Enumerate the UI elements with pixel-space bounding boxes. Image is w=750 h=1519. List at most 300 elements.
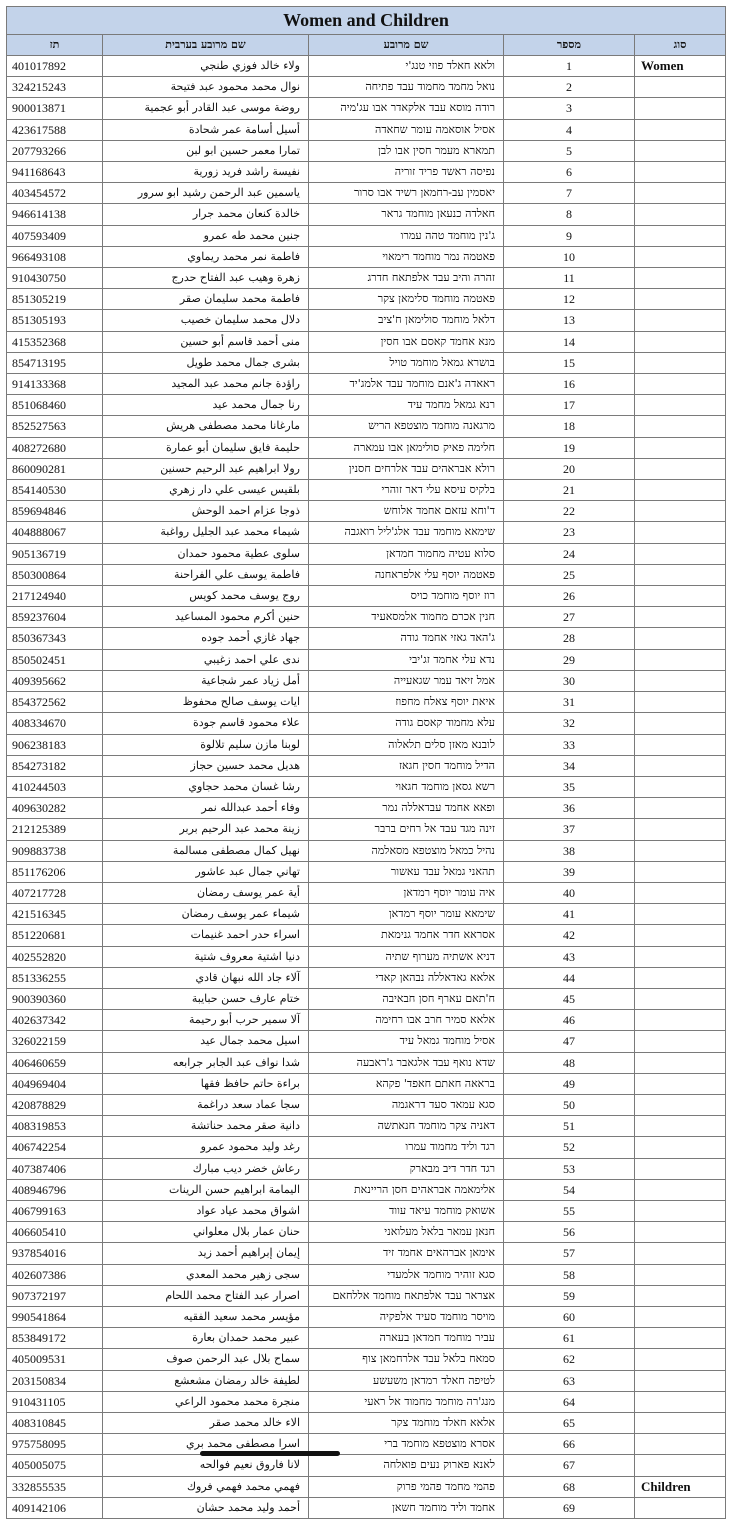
table-row bbox=[7, 1094, 726, 1115]
type-cell bbox=[635, 1158, 726, 1179]
type-cell bbox=[635, 988, 726, 1009]
hebrew-name-cell: רוז יוסף מוחמד כויס bbox=[309, 586, 504, 607]
arabic-name-cell: علاء محمود قاسم جودة bbox=[103, 713, 309, 734]
table-row bbox=[7, 395, 726, 416]
arabic-name-cell: مارغانا محمد مصطفى هريش bbox=[103, 416, 309, 437]
number-cell: 18 bbox=[504, 416, 635, 437]
type-cell bbox=[635, 861, 726, 882]
type-cell bbox=[635, 649, 726, 670]
number-cell: 55 bbox=[504, 1200, 635, 1221]
number-cell: 24 bbox=[504, 543, 635, 564]
id-cell: 850367343 bbox=[7, 628, 103, 649]
type-cell bbox=[635, 1391, 726, 1412]
header-row bbox=[7, 35, 726, 56]
id-cell: 854713195 bbox=[7, 352, 103, 373]
hebrew-name-cell: הדיל מוחמד חסין חגאז bbox=[309, 755, 504, 776]
number-cell: 39 bbox=[504, 861, 635, 882]
hebrew-name-cell: ופאא אחמד עבדאללה נמר bbox=[309, 798, 504, 819]
number-cell: 66 bbox=[504, 1434, 635, 1455]
id-cell: 402637342 bbox=[7, 1010, 103, 1031]
hebrew-name-cell: נפיסה ראשד פריד זוריה bbox=[309, 162, 504, 183]
number-cell: 43 bbox=[504, 946, 635, 967]
names-table bbox=[6, 6, 726, 1519]
number-cell: 20 bbox=[504, 458, 635, 479]
id-cell: 406460659 bbox=[7, 1052, 103, 1073]
id-cell: 851336255 bbox=[7, 967, 103, 988]
arabic-name-cell: تهاني جمال عبد عاشور bbox=[103, 861, 309, 882]
id-cell: 404888067 bbox=[7, 522, 103, 543]
number-cell: 31 bbox=[504, 692, 635, 713]
arabic-name-cell: شدا نواف عبد الجابر جرابعه bbox=[103, 1052, 309, 1073]
id-cell: 859237604 bbox=[7, 607, 103, 628]
arabic-name-cell: روضة موسى عبد القادر أبو عجمية bbox=[103, 98, 309, 119]
hebrew-name-cell: רולא אבראהים עבד אלרחים חסנין bbox=[309, 458, 504, 479]
table-row bbox=[7, 1264, 726, 1285]
type-cell bbox=[635, 586, 726, 607]
arabic-name-cell: نهيل كمال مصطفى مسالمة bbox=[103, 840, 309, 861]
id-cell: 324215243 bbox=[7, 77, 103, 98]
table-row bbox=[7, 1328, 726, 1349]
id-cell: 854140530 bbox=[7, 480, 103, 501]
arabic-name-cell: آلاء جاد الله نبهان قادي bbox=[103, 967, 309, 988]
arabic-name-cell: فاطمة يوسف علي الفراحنة bbox=[103, 564, 309, 585]
table-row bbox=[7, 77, 726, 98]
type-cell: Women bbox=[635, 56, 726, 77]
arabic-name-cell: دلال محمد سليمان خصيب bbox=[103, 310, 309, 331]
hebrew-name-cell: לאנא פארוק נעים פואלחה bbox=[309, 1455, 504, 1476]
arabic-name-cell: سماح بلال عبد الرحمن صوف bbox=[103, 1349, 309, 1370]
table-row bbox=[7, 458, 726, 479]
hebrew-name-cell: שימאא מוחמד עבד אלג'ליל רואגבה bbox=[309, 522, 504, 543]
arabic-name-cell: أية عمر يوسف رمضان bbox=[103, 882, 309, 903]
number-cell: 58 bbox=[504, 1264, 635, 1285]
hebrew-name-cell: לטיפה חאלד רמדאן משעשע bbox=[309, 1370, 504, 1391]
arabic-name-cell: رغد وليد محمود عمرو bbox=[103, 1137, 309, 1158]
arabic-name-cell: شيماء محمد عبد الجليل رواغبة bbox=[103, 522, 309, 543]
hebrew-name-cell: מויסר מוחמד סעיד אלפקיה bbox=[309, 1306, 504, 1327]
header-name-hebrew: שם מרובע bbox=[309, 35, 504, 56]
number-cell: 9 bbox=[504, 225, 635, 246]
id-cell: 851176206 bbox=[7, 861, 103, 882]
hebrew-name-cell: אצראר עבד אלפתאח מוחמד אללחאם bbox=[309, 1285, 504, 1306]
type-cell bbox=[635, 331, 726, 352]
id-cell: 410244503 bbox=[7, 776, 103, 797]
hebrew-name-cell: ד'וחא עזאם אחמד אלוחש bbox=[309, 501, 504, 522]
arabic-name-cell: حنين أكرم محمود المساعيد bbox=[103, 607, 309, 628]
arabic-name-cell: راؤدة جانم محمد عبد المجيد bbox=[103, 374, 309, 395]
type-cell bbox=[635, 204, 726, 225]
arabic-name-cell: فهمي محمد فهمي فروك bbox=[103, 1476, 309, 1497]
number-cell: 38 bbox=[504, 840, 635, 861]
type-cell bbox=[635, 1200, 726, 1221]
arabic-name-cell: منى أحمد قاسم أبو حسين bbox=[103, 331, 309, 352]
id-cell: 404969404 bbox=[7, 1073, 103, 1094]
id-cell: 990541864 bbox=[7, 1306, 103, 1327]
hebrew-name-cell: שדא נואף עבד אלגאבר ג'ראבעה bbox=[309, 1052, 504, 1073]
arabic-name-cell: نوال محمد محمود عبد فتيحة bbox=[103, 77, 309, 98]
table-row bbox=[7, 543, 726, 564]
type-cell bbox=[635, 119, 726, 140]
id-cell: 851068460 bbox=[7, 395, 103, 416]
id-cell: 405009531 bbox=[7, 1349, 103, 1370]
hebrew-name-cell: אסיל אוסאמה עומר שחאדה bbox=[309, 119, 504, 140]
header-number: מספר bbox=[504, 35, 635, 56]
type-cell bbox=[635, 77, 726, 98]
arabic-name-cell: فاطمة محمد سليمان صقر bbox=[103, 289, 309, 310]
table-row bbox=[7, 183, 726, 204]
type-cell bbox=[635, 395, 726, 416]
arabic-name-cell: حنان عمار بلال معلواني bbox=[103, 1222, 309, 1243]
arabic-name-cell: ولاء خالد فوزي طنجي bbox=[103, 56, 309, 77]
type-cell bbox=[635, 352, 726, 373]
table-row bbox=[7, 1010, 726, 1031]
number-cell: 68 bbox=[504, 1476, 635, 1497]
number-cell: 45 bbox=[504, 988, 635, 1009]
type-cell bbox=[635, 374, 726, 395]
id-cell: 850502451 bbox=[7, 649, 103, 670]
number-cell: 7 bbox=[504, 183, 635, 204]
number-cell: 49 bbox=[504, 1073, 635, 1094]
hebrew-name-cell: חלימה פאיק סולימאן אבו עמארה bbox=[309, 437, 504, 458]
table-row bbox=[7, 1137, 726, 1158]
table-row bbox=[7, 861, 726, 882]
hebrew-name-cell: ג'נין מוחמד טהה עמרו bbox=[309, 225, 504, 246]
number-cell: 36 bbox=[504, 798, 635, 819]
table-row bbox=[7, 925, 726, 946]
table-row bbox=[7, 1497, 726, 1518]
arabic-name-cell: ختام عارف حسن حبايبة bbox=[103, 988, 309, 1009]
table-row bbox=[7, 1455, 726, 1476]
number-cell: 47 bbox=[504, 1031, 635, 1052]
table-row bbox=[7, 268, 726, 289]
arabic-name-cell: خالدة كنعان محمد جرار bbox=[103, 204, 309, 225]
arabic-name-cell: آلا سمير حرب أبو رحيمة bbox=[103, 1010, 309, 1031]
type-cell bbox=[635, 416, 726, 437]
id-cell: 406799163 bbox=[7, 1200, 103, 1221]
number-cell: 13 bbox=[504, 310, 635, 331]
number-cell: 16 bbox=[504, 374, 635, 395]
type-cell bbox=[635, 734, 726, 755]
arabic-name-cell: رعاش خضر ديب مبارك bbox=[103, 1158, 309, 1179]
id-cell: 854372562 bbox=[7, 692, 103, 713]
hebrew-name-cell: אלאא גאדאללה נבהאן קאדי bbox=[309, 967, 504, 988]
number-cell: 42 bbox=[504, 925, 635, 946]
type-cell bbox=[635, 1222, 726, 1243]
table-row bbox=[7, 1222, 726, 1243]
hebrew-name-cell: דניא אשתיה מערוף שתיה bbox=[309, 946, 504, 967]
id-cell: 405005075 bbox=[7, 1455, 103, 1476]
number-cell: 17 bbox=[504, 395, 635, 416]
table-row bbox=[7, 776, 726, 797]
number-cell: 61 bbox=[504, 1328, 635, 1349]
arabic-name-cell: جهاد غازي أحمد جوده bbox=[103, 628, 309, 649]
arabic-name-cell: دانية صقر محمد حناتشة bbox=[103, 1116, 309, 1137]
table-row bbox=[7, 798, 726, 819]
arabic-name-cell: أمل زياد عمر شجاعية bbox=[103, 670, 309, 691]
hebrew-name-cell: ג'האד גאזי אחמד גודה bbox=[309, 628, 504, 649]
hebrew-name-cell: חנאן עמאר בלאל מעלואני bbox=[309, 1222, 504, 1243]
hebrew-name-cell: איאת יוסף צאלח מחפוז bbox=[309, 692, 504, 713]
id-cell: 946614138 bbox=[7, 204, 103, 225]
id-cell: 407593409 bbox=[7, 225, 103, 246]
id-cell: 402607386 bbox=[7, 1264, 103, 1285]
number-cell: 53 bbox=[504, 1158, 635, 1179]
table-row bbox=[7, 1476, 726, 1497]
table-row bbox=[7, 649, 726, 670]
number-cell: 57 bbox=[504, 1243, 635, 1264]
type-cell bbox=[635, 1243, 726, 1264]
type-cell bbox=[635, 268, 726, 289]
table-row bbox=[7, 1243, 726, 1264]
hebrew-name-cell: אסראא חדר אחמד גנימאת bbox=[309, 925, 504, 946]
type-cell bbox=[635, 946, 726, 967]
arabic-name-cell: بشرى جمال محمد طويل bbox=[103, 352, 309, 373]
hebrew-name-cell: פאטמה מוחמד סלימאן צקר bbox=[309, 289, 504, 310]
hebrew-name-cell: סגא עמאד סעד דראגמה bbox=[309, 1094, 504, 1115]
number-cell: 52 bbox=[504, 1137, 635, 1158]
hebrew-name-cell: פהמי מחמד פהמי פרוק bbox=[309, 1476, 504, 1497]
header-type: סוג bbox=[635, 35, 726, 56]
hebrew-name-cell: איה עומר יוסף רמדאן bbox=[309, 882, 504, 903]
redaction-bar bbox=[200, 1451, 340, 1456]
number-cell: 10 bbox=[504, 246, 635, 267]
arabic-name-cell: سلوى عطية محمود حمدان bbox=[103, 543, 309, 564]
table-row bbox=[7, 289, 726, 310]
type-cell bbox=[635, 1010, 726, 1031]
type-cell bbox=[635, 183, 726, 204]
table-title: Women and Children bbox=[7, 7, 726, 35]
number-cell: 51 bbox=[504, 1116, 635, 1137]
type-cell bbox=[635, 967, 726, 988]
arabic-name-cell: لانا فاروق نعيم فوالحه bbox=[103, 1455, 309, 1476]
id-cell: 408946796 bbox=[7, 1179, 103, 1200]
table-row bbox=[7, 374, 726, 395]
hebrew-name-cell: עלא מחמוד קאסם גודה bbox=[309, 713, 504, 734]
table-row bbox=[7, 1434, 726, 1455]
table-row bbox=[7, 1413, 726, 1434]
number-cell: 37 bbox=[504, 819, 635, 840]
table-row bbox=[7, 904, 726, 925]
type-cell bbox=[635, 1179, 726, 1200]
id-cell: 332855535 bbox=[7, 1476, 103, 1497]
hebrew-name-cell: מרגאנה מוחמד מוצטפא הריש bbox=[309, 416, 504, 437]
number-cell: 50 bbox=[504, 1094, 635, 1115]
type-cell bbox=[635, 840, 726, 861]
number-cell: 44 bbox=[504, 967, 635, 988]
number-cell: 65 bbox=[504, 1413, 635, 1434]
id-cell: 408310845 bbox=[7, 1413, 103, 1434]
type-cell bbox=[635, 246, 726, 267]
number-cell: 33 bbox=[504, 734, 635, 755]
type-cell bbox=[635, 755, 726, 776]
hebrew-name-cell: סגא זוהיר מוחמד אלמעדי bbox=[309, 1264, 504, 1285]
arabic-name-cell: زهرة وهيب عبد الفتاح حدرج bbox=[103, 268, 309, 289]
header-name-arabic: שם מרובע בערבית bbox=[103, 35, 309, 56]
type-cell bbox=[635, 1328, 726, 1349]
type-cell bbox=[635, 904, 726, 925]
arabic-name-cell: أحمد وليد محمد حشان bbox=[103, 1497, 309, 1518]
hebrew-name-cell: אלימאמה אבראהים חסן הריינאת bbox=[309, 1179, 504, 1200]
hebrew-name-cell: פאטמה יוסף עלי אלפראחנה bbox=[309, 564, 504, 585]
id-cell: 910431105 bbox=[7, 1391, 103, 1412]
hebrew-name-cell: נואל מחמד מחמוד עבד פתיחה bbox=[309, 77, 504, 98]
table-row bbox=[7, 1391, 726, 1412]
arabic-name-cell: اشواق محمد عياد عواد bbox=[103, 1200, 309, 1221]
number-cell: 12 bbox=[504, 289, 635, 310]
id-cell: 203150834 bbox=[7, 1370, 103, 1391]
id-cell: 851220681 bbox=[7, 925, 103, 946]
type-cell bbox=[635, 1264, 726, 1285]
number-cell: 69 bbox=[504, 1497, 635, 1518]
id-cell: 854273182 bbox=[7, 755, 103, 776]
hebrew-name-cell: יאסמין עב-רחמאן רשיד אבו סרור bbox=[309, 183, 504, 204]
type-cell bbox=[635, 564, 726, 585]
id-cell: 852527563 bbox=[7, 416, 103, 437]
hebrew-name-cell: רגד חדר דיב מבארק bbox=[309, 1158, 504, 1179]
table-row bbox=[7, 56, 726, 77]
number-cell: 28 bbox=[504, 628, 635, 649]
id-cell: 941168643 bbox=[7, 162, 103, 183]
table-row bbox=[7, 501, 726, 522]
header-id: תז bbox=[7, 35, 103, 56]
hebrew-name-cell: עביר מוחמד חמדאן בעארה bbox=[309, 1328, 504, 1349]
number-cell: 60 bbox=[504, 1306, 635, 1327]
arabic-name-cell: مؤيسر محمد سعيد الفقيه bbox=[103, 1306, 309, 1327]
id-cell: 407387406 bbox=[7, 1158, 103, 1179]
arabic-name-cell: منجرة محمد محمود الراعي bbox=[103, 1391, 309, 1412]
id-cell: 212125389 bbox=[7, 819, 103, 840]
id-cell: 403454572 bbox=[7, 183, 103, 204]
arabic-name-cell: ياسمين عبد الرحمن رشيد ابو سرور bbox=[103, 183, 309, 204]
number-cell: 11 bbox=[504, 268, 635, 289]
id-cell: 409142106 bbox=[7, 1497, 103, 1518]
id-cell: 851305219 bbox=[7, 289, 103, 310]
number-cell: 40 bbox=[504, 882, 635, 903]
number-cell: 30 bbox=[504, 670, 635, 691]
arabic-name-cell: فاطمة نمر محمد ريماوي bbox=[103, 246, 309, 267]
hebrew-name-cell: דאניה צקר מוחמד חנאתשה bbox=[309, 1116, 504, 1137]
table-row bbox=[7, 416, 726, 437]
hebrew-name-cell: זינה מגד עבד אל רחים ברבר bbox=[309, 819, 504, 840]
id-cell: 423617588 bbox=[7, 119, 103, 140]
number-cell: 32 bbox=[504, 713, 635, 734]
type-cell bbox=[635, 437, 726, 458]
table-row bbox=[7, 1370, 726, 1391]
table-row bbox=[7, 246, 726, 267]
hebrew-name-cell: תמארא מעמר חסין אבו לבן bbox=[309, 140, 504, 161]
type-cell bbox=[635, 1370, 726, 1391]
type-cell bbox=[635, 607, 726, 628]
hebrew-name-cell: ולאא חאלד פוזי טנג'י bbox=[309, 56, 504, 77]
id-cell: 406742254 bbox=[7, 1137, 103, 1158]
type-cell bbox=[635, 776, 726, 797]
number-cell: 23 bbox=[504, 522, 635, 543]
arabic-name-cell: ذوجا عزام احمد الوحش bbox=[103, 501, 309, 522]
id-cell: 907372197 bbox=[7, 1285, 103, 1306]
arabic-name-cell: إيمان إبراهيم أحمد زيد bbox=[103, 1243, 309, 1264]
id-cell: 408334670 bbox=[7, 713, 103, 734]
arabic-name-cell: حليمة فايق سليمان أبو عمارة bbox=[103, 437, 309, 458]
table-row bbox=[7, 607, 726, 628]
hebrew-name-cell: אשואק מוחמד עיאד עווד bbox=[309, 1200, 504, 1221]
hebrew-name-cell: זהרה והיב עבד אלפתאח חדרג bbox=[309, 268, 504, 289]
id-cell: 905136719 bbox=[7, 543, 103, 564]
type-cell bbox=[635, 522, 726, 543]
type-cell bbox=[635, 1031, 726, 1052]
hebrew-name-cell: אסיל מוחמד גמאל עיד bbox=[309, 1031, 504, 1052]
id-cell: 407217728 bbox=[7, 882, 103, 903]
table-row bbox=[7, 946, 726, 967]
type-cell bbox=[635, 670, 726, 691]
arabic-name-cell: وفاء أحمد عبدالله نمر bbox=[103, 798, 309, 819]
table-row bbox=[7, 522, 726, 543]
hebrew-name-cell: רגד וליד מחמוד עמרו bbox=[309, 1137, 504, 1158]
id-cell: 408319853 bbox=[7, 1116, 103, 1137]
type-cell bbox=[635, 289, 726, 310]
spreadsheet bbox=[6, 6, 725, 1519]
hebrew-name-cell: אחמד וליד מוחמד חשאן bbox=[309, 1497, 504, 1518]
arabic-name-cell: دنيا اشتية معروف شتية bbox=[103, 946, 309, 967]
table-row bbox=[7, 840, 726, 861]
table-row bbox=[7, 692, 726, 713]
hebrew-name-cell: ראאדה ג'אנם מוחמד עבד אלמג'יד bbox=[309, 374, 504, 395]
number-cell: 15 bbox=[504, 352, 635, 373]
type-cell bbox=[635, 1052, 726, 1073]
hebrew-name-cell: חנין אכרם מחמוד אלמסאעיד bbox=[309, 607, 504, 628]
id-cell: 409630282 bbox=[7, 798, 103, 819]
hebrew-name-cell: לובנא מאזן סלים תלאלוה bbox=[309, 734, 504, 755]
number-cell: 22 bbox=[504, 501, 635, 522]
arabic-name-cell: سجا عماد سعد دراغمة bbox=[103, 1094, 309, 1115]
id-cell: 409395662 bbox=[7, 670, 103, 691]
table-row bbox=[7, 331, 726, 352]
arabic-name-cell: اسراء حدر احمد غنيمات bbox=[103, 925, 309, 946]
number-cell: 41 bbox=[504, 904, 635, 925]
hebrew-name-cell: בראאה חאתם חאפד' פקהא bbox=[309, 1073, 504, 1094]
type-cell bbox=[635, 140, 726, 161]
type-cell bbox=[635, 98, 726, 119]
table-row bbox=[7, 1349, 726, 1370]
number-cell: 48 bbox=[504, 1052, 635, 1073]
id-cell: 900013871 bbox=[7, 98, 103, 119]
hebrew-name-cell: רשא גסאן מוחמד חגאוי bbox=[309, 776, 504, 797]
type-cell bbox=[635, 480, 726, 501]
table-row bbox=[7, 734, 726, 755]
type-cell bbox=[635, 713, 726, 734]
arabic-name-cell: رشا غسان محمد حجاوي bbox=[103, 776, 309, 797]
table-row bbox=[7, 437, 726, 458]
table-row bbox=[7, 628, 726, 649]
type-cell bbox=[635, 1137, 726, 1158]
id-cell: 906238183 bbox=[7, 734, 103, 755]
number-cell: 14 bbox=[504, 331, 635, 352]
hebrew-name-cell: רודה מוסא עבד אלקאדר אבו עג'מיה bbox=[309, 98, 504, 119]
arabic-name-cell: أسيل أسامة عمر شحادة bbox=[103, 119, 309, 140]
arabic-name-cell: بلقيس عيسى علي دار زهري bbox=[103, 480, 309, 501]
type-cell bbox=[635, 1073, 726, 1094]
table-row bbox=[7, 352, 726, 373]
number-cell: 62 bbox=[504, 1349, 635, 1370]
table-row bbox=[7, 1306, 726, 1327]
arabic-name-cell: رولا ابراهيم عبد الرحيم حسنين bbox=[103, 458, 309, 479]
table-row bbox=[7, 1285, 726, 1306]
hebrew-name-cell: בלקיס עיסא עלי דאר זוהרי bbox=[309, 480, 504, 501]
type-cell bbox=[635, 1349, 726, 1370]
id-cell: 900390360 bbox=[7, 988, 103, 1009]
type-cell bbox=[635, 1094, 726, 1115]
number-cell: 8 bbox=[504, 204, 635, 225]
arabic-name-cell: اليمامة ابراهيم حسن الرينات bbox=[103, 1179, 309, 1200]
